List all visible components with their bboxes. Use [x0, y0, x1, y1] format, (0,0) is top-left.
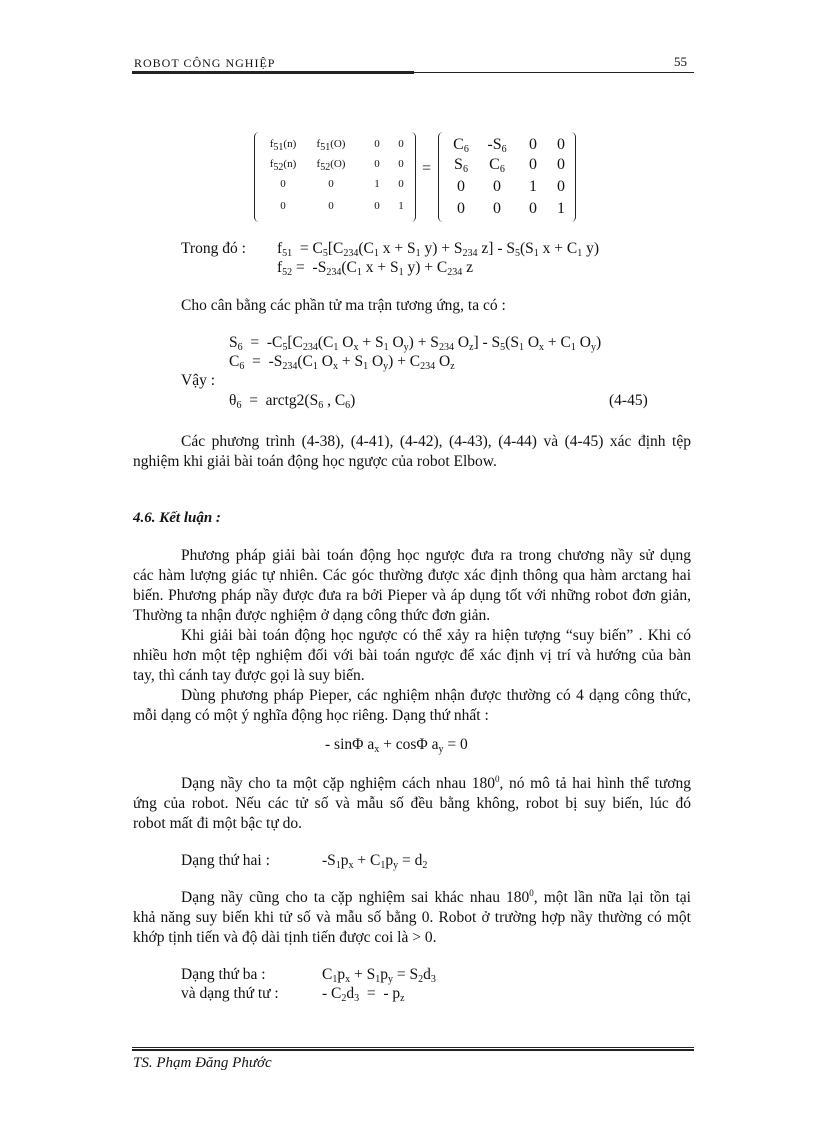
matrix-right-cell: 0 [529, 136, 537, 153]
matrix-right-cell: 0 [493, 178, 501, 195]
matrix-left-cell: 1 [374, 178, 380, 190]
matrix-left-cell: 0 [328, 200, 334, 212]
matrix-left-cell: $f_{52}(n)$ [269, 158, 297, 173]
matrix-right-cell: $C_6$ [489, 156, 505, 175]
para-line: Dạng nầy cũng cho ta cặp nghiệm sai khác nhau $180^0$, một lần nữa lại tồn tại [181, 888, 691, 906]
form3-label: Dạng thứ ba : [181, 966, 266, 983]
para5-rest [133, 908, 691, 948]
matrix-left-cell: 0 [374, 138, 380, 150]
para-line: khớp tịnh tiến và độ dài tịnh tiến được coi là > 0. [133, 929, 437, 946]
section-heading: 4.6. Kết luận : [133, 510, 221, 526]
matrix-left [254, 132, 416, 222]
matrix-left-cell: 0 [374, 200, 380, 212]
matrix-left-cell: 0 [398, 158, 404, 170]
para-line: nhiều hơn một tệp nghiệm đối với bài toán ngược để xác định vị trí và hướng của bàn [133, 647, 691, 664]
footer-rule-thin [132, 1047, 694, 1048]
matrix-right-cell: 0 [457, 178, 465, 195]
para-cac-phuong-trinh [181, 432, 691, 452]
form1-equation: - sinΦ $a_x + \cos\Phi$ $a_y = 0$ [325, 736, 468, 755]
matrix-left-cell: 0 [398, 178, 404, 190]
para-line: Các phương trình (4-38), (4-41), (4-42), (4-43), (4-44) và (4-45) xác định tệp [181, 433, 691, 450]
trong-do-label: Trong đó : [181, 240, 246, 257]
matrix-right-cell: 0 [529, 200, 537, 217]
para-line: các hàm lượng giác tự nhiên. Các góc thường được xác định thông qua hàm arctang hai [133, 567, 691, 584]
theta6-reference: (4-45) [609, 392, 648, 409]
f52-equation: $f_{52} = -S_{234}(C_1$ $x + S_1$ $y) + C_{234}$ z [277, 259, 473, 278]
footer-rule-thick [132, 1049, 694, 1051]
matrix-left-cell: $f_{52}(O)$ [316, 158, 346, 173]
para4-first [181, 774, 691, 794]
para2-first [181, 626, 691, 646]
matrix-right-cell: $C_6$ [453, 136, 469, 155]
matrix-right [438, 132, 576, 222]
para-line: Dùng phương pháp Pieper, các nghiệm nhận được thường có 4 dạng công thức, [181, 687, 691, 704]
matrix-left-cell: 0 [374, 158, 380, 170]
c6-equation: $C_6 = -S_{234}(C_1$ $O_x + S_1$ $O_y) + C_{234}$ $O_z$ [229, 353, 455, 372]
matrix-right-cell: 1 [557, 200, 565, 217]
footer-author: TS. Phạm Đăng Phước [133, 1055, 272, 1071]
form4-label: và dạng thứ tư : [181, 985, 279, 1002]
form2-label: Dạng thứ hai : [181, 852, 270, 869]
form2-equation: $-S_1p_x + C_1p_y = d_2$ [322, 852, 428, 871]
matrix-equals-sign: = [422, 160, 432, 177]
vay-label: Vậy : [181, 372, 216, 389]
matrix-right-cell: 0 [457, 200, 465, 217]
matrix-left-cell: 0 [328, 178, 334, 190]
matrix-left-cell: $f_{51}(n)$ [269, 138, 297, 153]
para-line: robot mất đi một bậc tự do. [133, 815, 302, 832]
matrix-right-cell: $S_6$ [454, 156, 468, 175]
para-line: Thường ta nhận được nghiệm ở dạng công thức đơn giản. [133, 607, 491, 624]
form4-equation: - $C_2d_3$ = - $p_z$ [322, 985, 405, 1004]
running-header-title: ROBOT CÔNG NGHIỆP [134, 56, 276, 70]
matrix-left-cell: 1 [398, 200, 404, 212]
matrix-right-cell: 0 [529, 156, 537, 173]
matrix-right-cell: 0 [493, 200, 501, 217]
para-line: biến. Phương pháp nầy được đưa ra bởi Pieper và áp dụng tốt với những robot đơn giản, [133, 587, 691, 604]
matrix-left-cell: 0 [280, 178, 286, 190]
matrix-left-cell: 0 [280, 200, 286, 212]
para1-first [181, 546, 691, 566]
matrix-right-cell: $-S_6$ [487, 136, 507, 155]
para3-rest [133, 706, 691, 726]
cho-can-bang-text: Cho cân bằng các phần tử ma trận tương ứng, ta có : [181, 297, 506, 314]
header-rule-thin [132, 72, 694, 73]
para-line: tay, thì cánh tay được gọi là suy biến. [133, 667, 365, 684]
matrix-left-cell: $f_{51}(O)$ [316, 138, 346, 153]
page-number: 55 [674, 54, 687, 69]
para-line: Khi giải bài toán động học ngược có thể xảy ra hiện tượng “suy biến” . Khi có [181, 627, 691, 644]
theta6-equation: $\theta_6$ = $arctg2(S_6$ , $C_6$) [229, 392, 356, 411]
matrix-right-cell: 1 [529, 178, 537, 195]
form3-equation: $C_1p_x + S_1p_y = S_2d_3$ [322, 966, 436, 985]
s6-equation: $S_6 = -C_5[C_{234}(C_1$ $O_x + S_1$ $O_y) + S_{234}$ $O_z] - S_5(S_1$ $O_x + C_1$ $O_y$) [229, 334, 602, 353]
matrix-right-cell: 0 [557, 156, 565, 173]
para-line: khả năng suy biến khi tử số và mẫu số bằng 0. Robot ở trường hợp nầy thường có một [133, 909, 691, 926]
matrix-left-cell: 0 [398, 138, 404, 150]
para3-first [181, 686, 691, 706]
para1-rest [133, 566, 691, 626]
para5-first [181, 888, 691, 908]
para-line: mỗi dạng có một ý nghĩa động học riêng. Dạng thứ nhất : [133, 707, 489, 724]
para2-rest [133, 646, 691, 686]
para-line: Dạng nầy cho ta một cặp nghiệm cách nhau $180^0$, nó mô tả hai hình thể tương [181, 774, 691, 792]
para-cac-phuong-trinh-cont [133, 452, 691, 472]
para-line: Phương pháp giải bài toán động học ngược đưa ra trong chương nầy sử dụng [181, 547, 691, 564]
para-line: nghiệm khi giải bài toán động học ngược của robot Elbow. [133, 453, 497, 470]
para-line: ứng của robot. Nếu các tử số và mẫu số đều bằng không, robot bị suy biến, lúc đó [133, 795, 691, 812]
f51-equation: $f_{51} = C_5[C_{234}(C_1$ $x + S_1$ $y) + S_{234}$ $z] - S_5(S_1$ $x + C_1$ y) [277, 240, 600, 259]
para4-rest [133, 794, 691, 834]
matrix-right-cell: 0 [557, 178, 565, 195]
matrix-right-cell: 0 [557, 136, 565, 153]
